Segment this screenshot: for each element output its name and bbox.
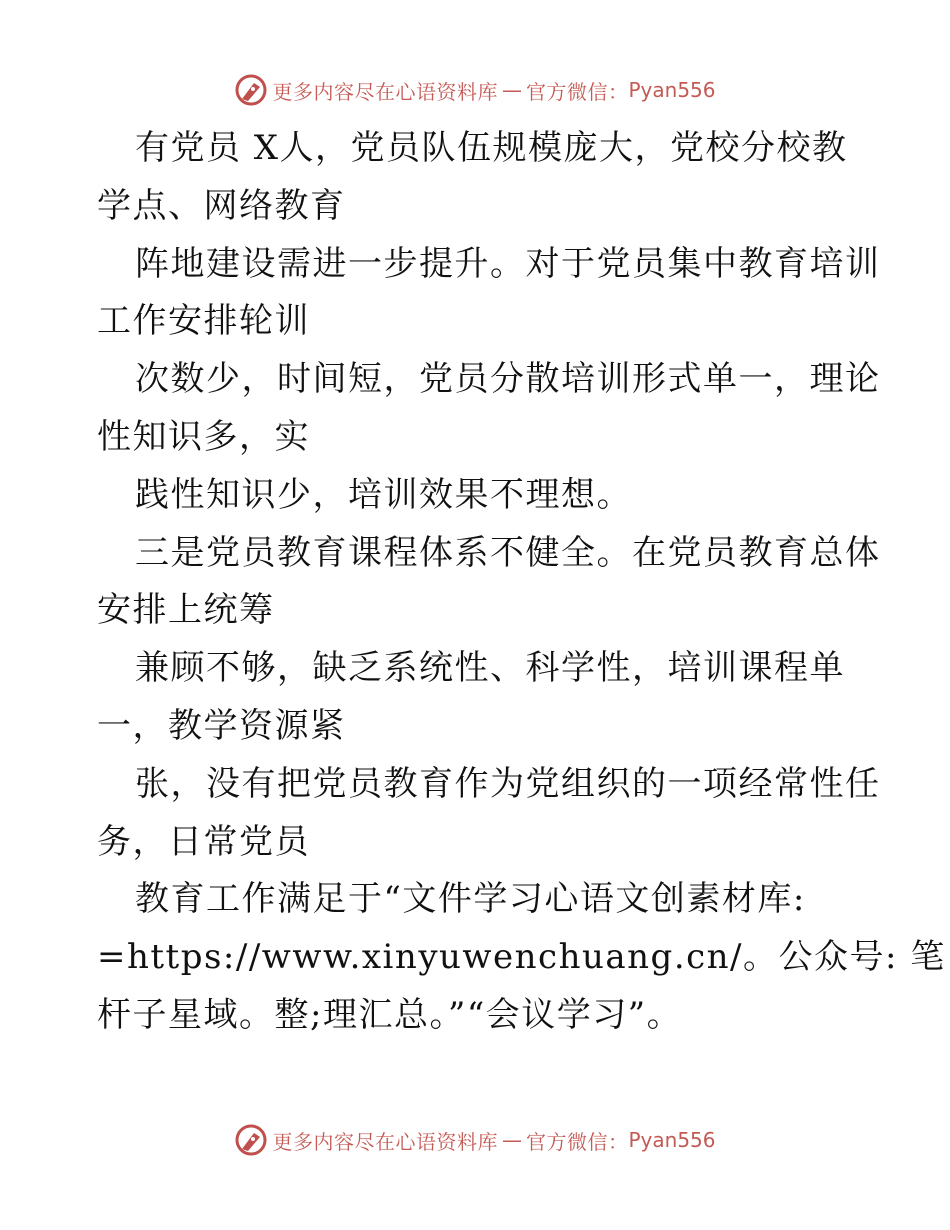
body-line: 安排上统筹 [97,590,275,631]
pen-nib-logo-icon [234,1123,268,1157]
body-line: 兼顾不够，缺乏系统性、科学性，培训课程单 [135,648,845,689]
body-line: 杆子星域。整;理汇总。”“会议学习”。 [97,994,683,1035]
watermark-separator: — [501,1128,522,1152]
watermark-separator: — [501,78,522,102]
watermark-wechat-id: Pyan556 [628,78,716,102]
header-watermark [0,70,950,110]
body-line: 教育工作满足于“文件学习心语文创素材库: [135,879,806,920]
watermark-text: 更多内容尽在心语资料库 [272,1129,498,1154]
body-line: 性知识多，实 [97,416,310,457]
body-line: 学点、网络教育 [97,185,346,226]
body-line: 有党员 X人，党员队伍规模庞大，党校分校教 [135,128,848,168]
body-line: 践性知识少，培训效果不理想。 [135,474,632,515]
body-line: 阵地建设需进一步提升。对于党员集中教育培训 [135,243,881,284]
watermark-label: 官方微信： [525,79,629,104]
watermark-text: 更多内容尽在心语资料库 [272,79,498,104]
watermark-label: 官方微信： [525,1129,629,1154]
body-line: 一，教学资源紧 [97,705,346,746]
body-line: 次数少，时间短，党员分散培训形式单一，理论 [135,359,881,400]
body-line: 三是党员教育课程体系不健全。在党员教育总体 [135,532,881,573]
document-body [97,120,946,1045]
footer-watermark [0,1120,950,1160]
pen-nib-logo-icon [234,73,268,107]
body-line: 务，日常党员 [97,821,310,862]
body-line: =https://www.xinyuwenchuang.cn/。公众号: 笔 [97,937,946,978]
body-line: 工作安排轮训 [97,301,310,342]
watermark-wechat-id: Pyan556 [628,1128,716,1152]
body-line: 张，没有把党员教育作为党组织的一项经常性任 [135,763,881,804]
